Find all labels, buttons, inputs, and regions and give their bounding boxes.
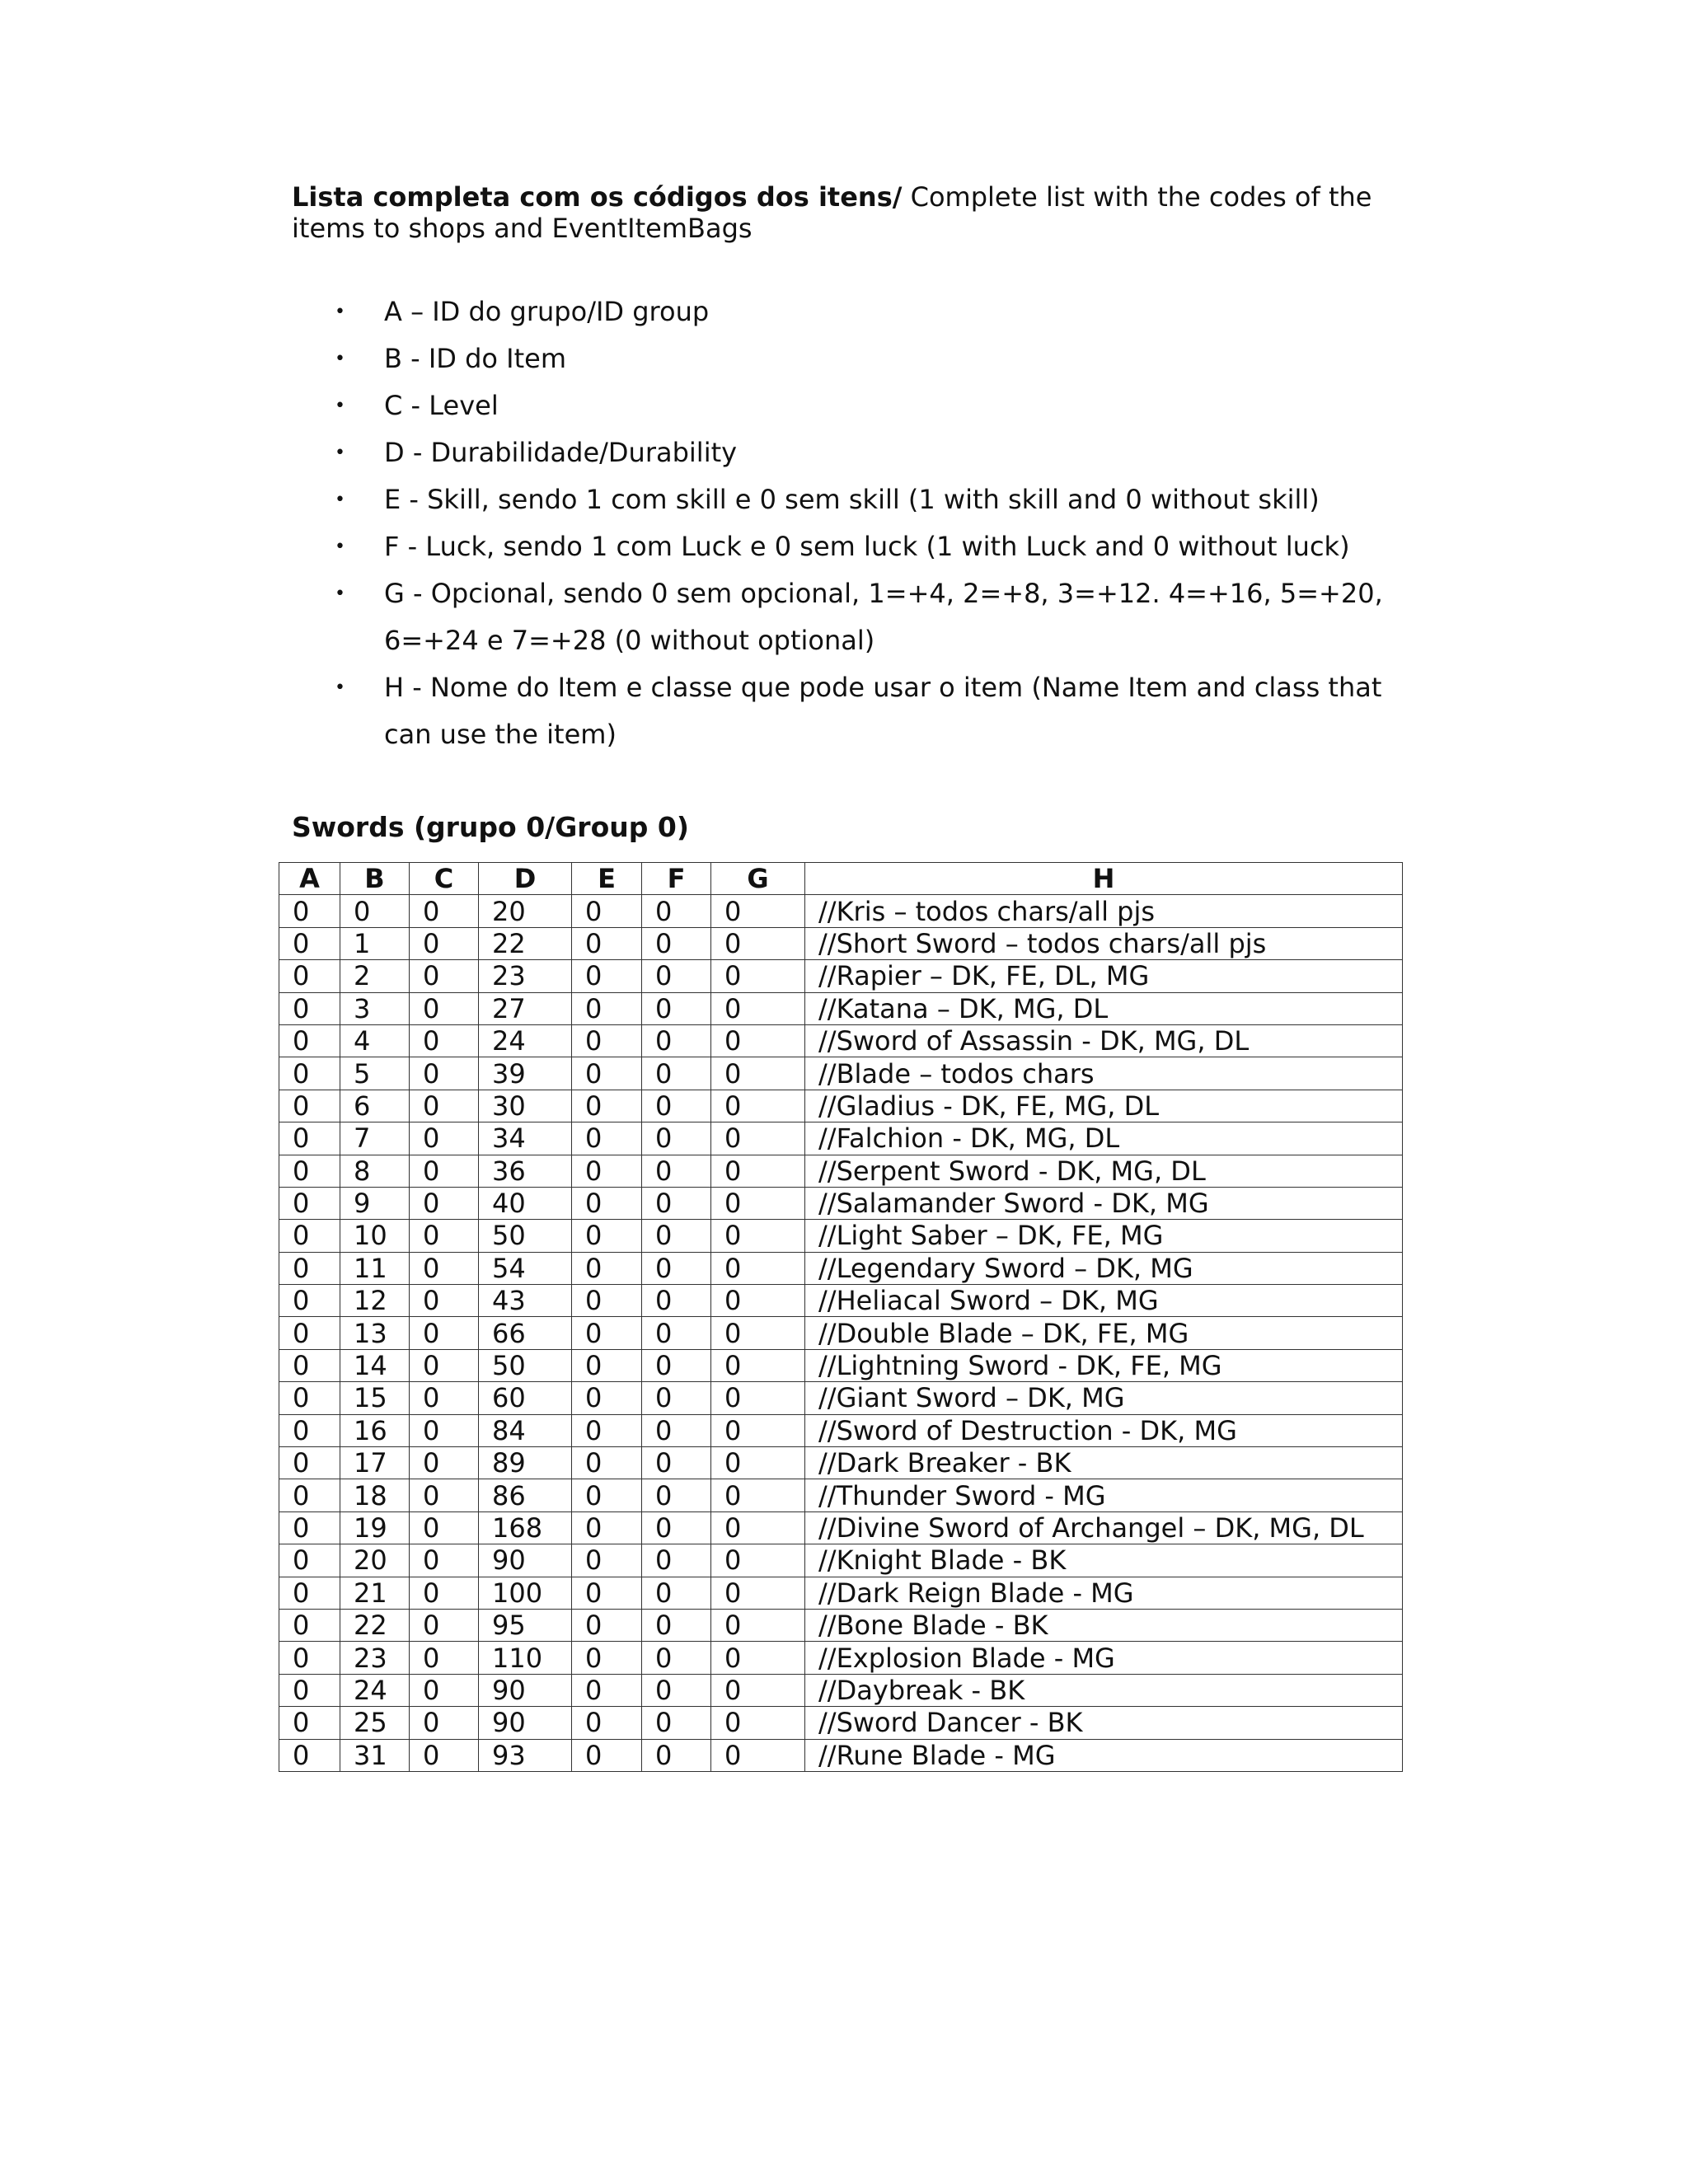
table-cell: 25	[340, 1707, 410, 1739]
table-cell: 0	[410, 895, 479, 927]
table-cell: 0	[572, 1252, 642, 1284]
table-cell: 0	[572, 1609, 642, 1641]
table-cell: 0	[279, 1155, 340, 1187]
table-cell: 0	[711, 1122, 805, 1155]
table-cell: 168	[479, 1511, 572, 1544]
table-cell: 0	[279, 1122, 340, 1155]
table-cell: 0	[711, 1349, 805, 1381]
table-row	[279, 960, 1403, 992]
table-cell: 0	[410, 1220, 479, 1252]
table-row	[279, 1609, 1403, 1641]
table-cell: //Divine Sword of Archangel – DK, MG, DL	[805, 1511, 1403, 1544]
table-cell: 0	[642, 1739, 711, 1771]
table-cell: 0	[642, 1707, 711, 1739]
table-cell: 0	[410, 1609, 479, 1641]
table-cell: //Katana – DK, MG, DL	[805, 992, 1403, 1024]
table-cell: 0	[642, 1511, 711, 1544]
table-cell: //Heliacal Sword – DK, MG	[805, 1285, 1403, 1317]
table-cell: 0	[572, 1544, 642, 1577]
table-row	[279, 1155, 1403, 1187]
table-cell: 30	[479, 1090, 572, 1122]
table-cell: 0	[572, 1382, 642, 1414]
table-cell: 0	[410, 1414, 479, 1446]
column-legend	[292, 288, 1400, 758]
bullet-icon: •	[335, 583, 345, 604]
table-cell: 0	[572, 1642, 642, 1674]
table-cell: //Rapier – DK, FE, DL, MG	[805, 960, 1403, 992]
table-cell: 11	[340, 1252, 410, 1284]
column-header: G	[711, 863, 805, 895]
table-cell: //Sword of Assassin - DK, MG, DL	[805, 1024, 1403, 1057]
table-cell: 0	[410, 1479, 479, 1511]
table-row	[279, 1479, 1403, 1511]
table-cell: 0	[572, 1057, 642, 1090]
table-cell: 0	[279, 1349, 340, 1381]
table-row	[279, 1024, 1403, 1057]
table-cell: //Thunder Sword - MG	[805, 1479, 1403, 1511]
legend-item	[292, 664, 1400, 758]
table-cell: 0	[340, 895, 410, 927]
table-cell: 0	[642, 1155, 711, 1187]
legend-text: F - Luck, sendo 1 com Luck e 0 sem luck (1 with Luck and 0 without luck)	[384, 531, 1350, 562]
table-cell: 20	[479, 895, 572, 927]
table-cell: 0	[410, 1187, 479, 1219]
table-cell: 0	[642, 1220, 711, 1252]
legend-text: H - Nome do Item e classe que pode usar o item (Name Item and class that can use the item)	[384, 672, 1382, 750]
table-cell: 0	[642, 1479, 711, 1511]
table-cell: 86	[479, 1479, 572, 1511]
table-row	[279, 992, 1403, 1024]
table-row	[279, 1057, 1403, 1090]
table-cell: 16	[340, 1414, 410, 1446]
table-cell: 0	[279, 1739, 340, 1771]
column-header: E	[572, 863, 642, 895]
table-cell: 0	[642, 1187, 711, 1219]
bullet-icon: •	[335, 677, 345, 698]
table-cell: 0	[572, 992, 642, 1024]
table-cell: 10	[340, 1220, 410, 1252]
table-row	[279, 895, 1403, 927]
table-cell: 90	[479, 1674, 572, 1706]
table-cell: 1	[340, 927, 410, 959]
table-row	[279, 1707, 1403, 1739]
table-cell: 36	[479, 1155, 572, 1187]
table-cell: 0	[642, 1090, 711, 1122]
table-cell: 0	[279, 1220, 340, 1252]
table-cell: 0	[642, 895, 711, 927]
table-cell: 0	[711, 1090, 805, 1122]
table-cell: 0	[410, 1285, 479, 1317]
table-cell: 0	[572, 1674, 642, 1706]
table-cell: //Sword of Destruction - DK, MG	[805, 1414, 1403, 1446]
bullet-icon: •	[335, 349, 345, 369]
table-cell: //Salamander Sword - DK, MG	[805, 1187, 1403, 1219]
table-cell: 0	[572, 1414, 642, 1446]
legend-text: C - Level	[384, 390, 499, 421]
table-cell: //Legendary Sword – DK, MG	[805, 1252, 1403, 1284]
column-header: B	[340, 863, 410, 895]
table-cell: 93	[479, 1739, 572, 1771]
table-cell: //Falchion - DK, MG, DL	[805, 1122, 1403, 1155]
table-cell: 0	[279, 1479, 340, 1511]
table-cell: //Lightning Sword - DK, FE, MG	[805, 1349, 1403, 1381]
table-cell: 0	[711, 1511, 805, 1544]
table-cell: 0	[410, 1024, 479, 1057]
column-header: D	[479, 863, 572, 895]
table-cell: 0	[279, 1317, 340, 1349]
table-cell: 0	[279, 895, 340, 927]
table-cell: 43	[479, 1285, 572, 1317]
table-cell: 27	[479, 992, 572, 1024]
table-row	[279, 1447, 1403, 1479]
table-row	[279, 1577, 1403, 1609]
table-cell: 0	[410, 1544, 479, 1577]
table-cell: 0	[572, 1285, 642, 1317]
table-cell: //Short Sword – todos chars/all pjs	[805, 927, 1403, 959]
table-cell: 0	[410, 1382, 479, 1414]
table-cell: //Explosion Blade - MG	[805, 1642, 1403, 1674]
table-cell: 7	[340, 1122, 410, 1155]
table-cell: 0	[711, 895, 805, 927]
table-cell: 0	[572, 1220, 642, 1252]
table-row	[279, 1414, 1403, 1446]
table-cell: 0	[572, 1155, 642, 1187]
legend-item	[292, 570, 1400, 664]
legend-text: G - Opcional, sendo 0 sem opcional, 1=+4, 2=+8, 3=+12. 4=+16, 5=+20, 6=+24 e 7=+28 (0 without optional)	[384, 578, 1383, 656]
table-cell: 0	[711, 1382, 805, 1414]
table-cell: 24	[340, 1674, 410, 1706]
legend-text: A – ID do grupo/ID group	[384, 296, 710, 327]
items-table	[279, 862, 1403, 1772]
table-cell: 6	[340, 1090, 410, 1122]
column-header: F	[642, 863, 711, 895]
table-cell: 0	[279, 1285, 340, 1317]
table-row	[279, 1317, 1403, 1349]
table-cell: //Kris – todos chars/all pjs	[805, 895, 1403, 927]
bullet-icon: •	[335, 537, 345, 557]
table-cell: 0	[711, 1414, 805, 1446]
table-row	[279, 1642, 1403, 1674]
table-cell: 0	[410, 1155, 479, 1187]
table-row	[279, 1252, 1403, 1284]
table-cell: 0	[279, 960, 340, 992]
table-cell: 0	[279, 1024, 340, 1057]
table-cell: 0	[279, 1707, 340, 1739]
table-cell: 0	[711, 1707, 805, 1739]
table-cell: 0	[410, 960, 479, 992]
table-cell: 0	[711, 1057, 805, 1090]
table-cell: 0	[711, 1674, 805, 1706]
table-cell: 0	[572, 927, 642, 959]
table-cell: 0	[410, 1122, 479, 1155]
table-cell: 0	[279, 1577, 340, 1609]
table-cell: 0	[711, 1447, 805, 1479]
table-row	[279, 1739, 1403, 1771]
table-cell: 0	[572, 1707, 642, 1739]
table-cell: 0	[711, 960, 805, 992]
bullet-icon: •	[335, 443, 345, 463]
table-cell: 0	[572, 895, 642, 927]
table-cell: 0	[711, 1220, 805, 1252]
table-row	[279, 1349, 1403, 1381]
table-cell: 0	[279, 1187, 340, 1219]
table-cell: 0	[642, 992, 711, 1024]
table-cell: 0	[572, 1511, 642, 1544]
table-cell: 0	[642, 1285, 711, 1317]
legend-item	[292, 335, 1400, 382]
heading-normal: Complete list with the codes of the items to shops and EventItemBags	[292, 181, 1372, 244]
table-cell: //Light Saber – DK, FE, MG	[805, 1220, 1403, 1252]
table-cell: 0	[572, 960, 642, 992]
table-cell: 0	[279, 1447, 340, 1479]
table-cell: 0	[410, 1349, 479, 1381]
table-cell: 0	[642, 1642, 711, 1674]
table-cell: 40	[479, 1187, 572, 1219]
table-cell: 0	[572, 1024, 642, 1057]
table-cell: 0	[711, 1155, 805, 1187]
heading-bold: Lista completa com os códigos dos itens/	[292, 181, 903, 213]
table-cell: 0	[410, 1642, 479, 1674]
table-cell: 19	[340, 1511, 410, 1544]
table-cell: 0	[711, 1642, 805, 1674]
table-cell: 20	[340, 1544, 410, 1577]
table-cell: //Bone Blade - BK	[805, 1609, 1403, 1641]
table-cell: 0	[410, 1577, 479, 1609]
table-cell: 0	[279, 927, 340, 959]
table-cell: 100	[479, 1577, 572, 1609]
column-header: A	[279, 863, 340, 895]
legend-item	[292, 476, 1400, 523]
table-cell: //Dark Reign Blade - MG	[805, 1577, 1403, 1609]
legend-text: B - ID do Item	[384, 343, 566, 374]
table-cell: 110	[479, 1642, 572, 1674]
table-cell: 0	[572, 1122, 642, 1155]
table-cell: 0	[279, 1511, 340, 1544]
table-cell: 0	[711, 1024, 805, 1057]
table-cell: 0	[279, 1642, 340, 1674]
table-cell: 0	[410, 1317, 479, 1349]
table-cell: //Rune Blade - MG	[805, 1739, 1403, 1771]
table-cell: 0	[279, 1090, 340, 1122]
table-cell: 0	[410, 1707, 479, 1739]
table-cell: 0	[711, 1479, 805, 1511]
table-cell: 95	[479, 1609, 572, 1641]
table-cell: 4	[340, 1024, 410, 1057]
table-cell: 3	[340, 992, 410, 1024]
table-cell: 0	[711, 1285, 805, 1317]
table-cell: 0	[572, 1577, 642, 1609]
table-cell: 18	[340, 1479, 410, 1511]
table-cell: 0	[410, 1057, 479, 1090]
table-cell: 60	[479, 1382, 572, 1414]
table-cell: 0	[572, 1479, 642, 1511]
table-row	[279, 1285, 1403, 1317]
table-cell: 54	[479, 1252, 572, 1284]
table-cell: //Knight Blade - BK	[805, 1544, 1403, 1577]
table-cell: 0	[642, 927, 711, 959]
table-cell: 0	[642, 1382, 711, 1414]
table-row	[279, 1544, 1403, 1577]
table-cell: 0	[572, 1349, 642, 1381]
table-cell: 89	[479, 1447, 572, 1479]
table-cell: 0	[572, 1090, 642, 1122]
table-row	[279, 1122, 1403, 1155]
table-cell: 90	[479, 1544, 572, 1577]
table-cell: 0	[711, 1187, 805, 1219]
bullet-icon: •	[335, 396, 345, 416]
table-cell: 0	[410, 1090, 479, 1122]
table-cell: 90	[479, 1707, 572, 1739]
column-header: H	[805, 863, 1403, 895]
table-cell: 0	[279, 1609, 340, 1641]
table-cell: 39	[479, 1057, 572, 1090]
table-cell: 23	[479, 960, 572, 992]
table-cell: 0	[711, 1609, 805, 1641]
table-cell: 0	[642, 1024, 711, 1057]
table-cell: 0	[642, 1544, 711, 1577]
table-cell: 12	[340, 1285, 410, 1317]
table-row	[279, 1511, 1403, 1544]
table-cell: 23	[340, 1642, 410, 1674]
table-cell: 0	[572, 1317, 642, 1349]
table-cell: 24	[479, 1024, 572, 1057]
table-cell: //Serpent Sword - DK, MG, DL	[805, 1155, 1403, 1187]
table-cell: 0	[410, 1252, 479, 1284]
table-cell: 0	[410, 992, 479, 1024]
table-cell: 0	[572, 1739, 642, 1771]
table-cell: //Sword Dancer - BK	[805, 1707, 1403, 1739]
legend-item	[292, 382, 1400, 429]
bullet-icon: •	[335, 490, 345, 510]
table-cell: 0	[410, 1739, 479, 1771]
table-cell: 0	[711, 1544, 805, 1577]
table-cell: 0	[642, 1414, 711, 1446]
table-cell: 0	[642, 1609, 711, 1641]
table-cell: 84	[479, 1414, 572, 1446]
table-cell: 0	[711, 1252, 805, 1284]
table-cell: 14	[340, 1349, 410, 1381]
table-cell: //Double Blade – DK, FE, MG	[805, 1317, 1403, 1349]
table-cell: 0	[279, 1057, 340, 1090]
table-cell: 22	[340, 1609, 410, 1641]
table-cell: 0	[410, 1674, 479, 1706]
table-cell: 0	[642, 1349, 711, 1381]
document-heading	[292, 181, 1396, 244]
table-cell: 0	[711, 1317, 805, 1349]
table-cell: 0	[279, 1674, 340, 1706]
table-cell: 0	[642, 1252, 711, 1284]
table-cell: 0	[642, 1317, 711, 1349]
legend-item	[292, 429, 1400, 476]
legend-item	[292, 288, 1400, 335]
table-cell: 0	[711, 992, 805, 1024]
table-cell: //Daybreak - BK	[805, 1674, 1403, 1706]
table-row	[279, 1090, 1403, 1122]
table-cell: 0	[410, 1447, 479, 1479]
legend-text: D - Durabilidade/Durability	[384, 437, 738, 468]
table-cell: 0	[642, 960, 711, 992]
table-cell: 0	[642, 1674, 711, 1706]
table-cell: 0	[279, 1382, 340, 1414]
table-row	[279, 1220, 1403, 1252]
table-cell: 0	[279, 1544, 340, 1577]
table-cell: 21	[340, 1577, 410, 1609]
table-cell: 0	[711, 1739, 805, 1771]
table-cell: 0	[410, 1511, 479, 1544]
section-title: Swords (grupo 0/Group 0)	[292, 811, 689, 843]
legend-text: E - Skill, sendo 1 com skill e 0 sem skill (1 with skill and 0 without skill)	[384, 484, 1320, 515]
table-cell: 0	[572, 1447, 642, 1479]
table-cell: 15	[340, 1382, 410, 1414]
table-cell: 0	[279, 1252, 340, 1284]
table-cell: 22	[479, 927, 572, 959]
legend-item	[292, 523, 1400, 570]
table-header-row	[279, 863, 1403, 895]
table-row	[279, 927, 1403, 959]
table-cell: //Gladius - DK, FE, MG, DL	[805, 1090, 1403, 1122]
table-cell: 66	[479, 1317, 572, 1349]
table-cell: 0	[410, 927, 479, 959]
table-cell: 0	[572, 1187, 642, 1219]
table-row	[279, 1674, 1403, 1706]
table-cell: 0	[711, 1577, 805, 1609]
table-cell: 13	[340, 1317, 410, 1349]
column-header: C	[410, 863, 479, 895]
table-cell: 0	[279, 992, 340, 1024]
table-cell: 9	[340, 1187, 410, 1219]
table-cell: //Dark Breaker - BK	[805, 1447, 1403, 1479]
table-cell: 50	[479, 1220, 572, 1252]
table-row	[279, 1382, 1403, 1414]
table-cell: 31	[340, 1739, 410, 1771]
table-row	[279, 1187, 1403, 1219]
table-cell: 34	[479, 1122, 572, 1155]
table-cell: 50	[479, 1349, 572, 1381]
table-cell: 8	[340, 1155, 410, 1187]
table-cell: 0	[642, 1577, 711, 1609]
table-cell: //Giant Sword – DK, MG	[805, 1382, 1403, 1414]
table-cell: 0	[711, 927, 805, 959]
table-cell: 5	[340, 1057, 410, 1090]
table-cell: 0	[642, 1447, 711, 1479]
table-cell: 0	[642, 1122, 711, 1155]
table-cell: //Blade – todos chars	[805, 1057, 1403, 1090]
table-cell: 0	[642, 1057, 711, 1090]
table-cell: 2	[340, 960, 410, 992]
table-cell: 17	[340, 1447, 410, 1479]
table-cell: 0	[279, 1414, 340, 1446]
bullet-icon: •	[335, 302, 345, 322]
